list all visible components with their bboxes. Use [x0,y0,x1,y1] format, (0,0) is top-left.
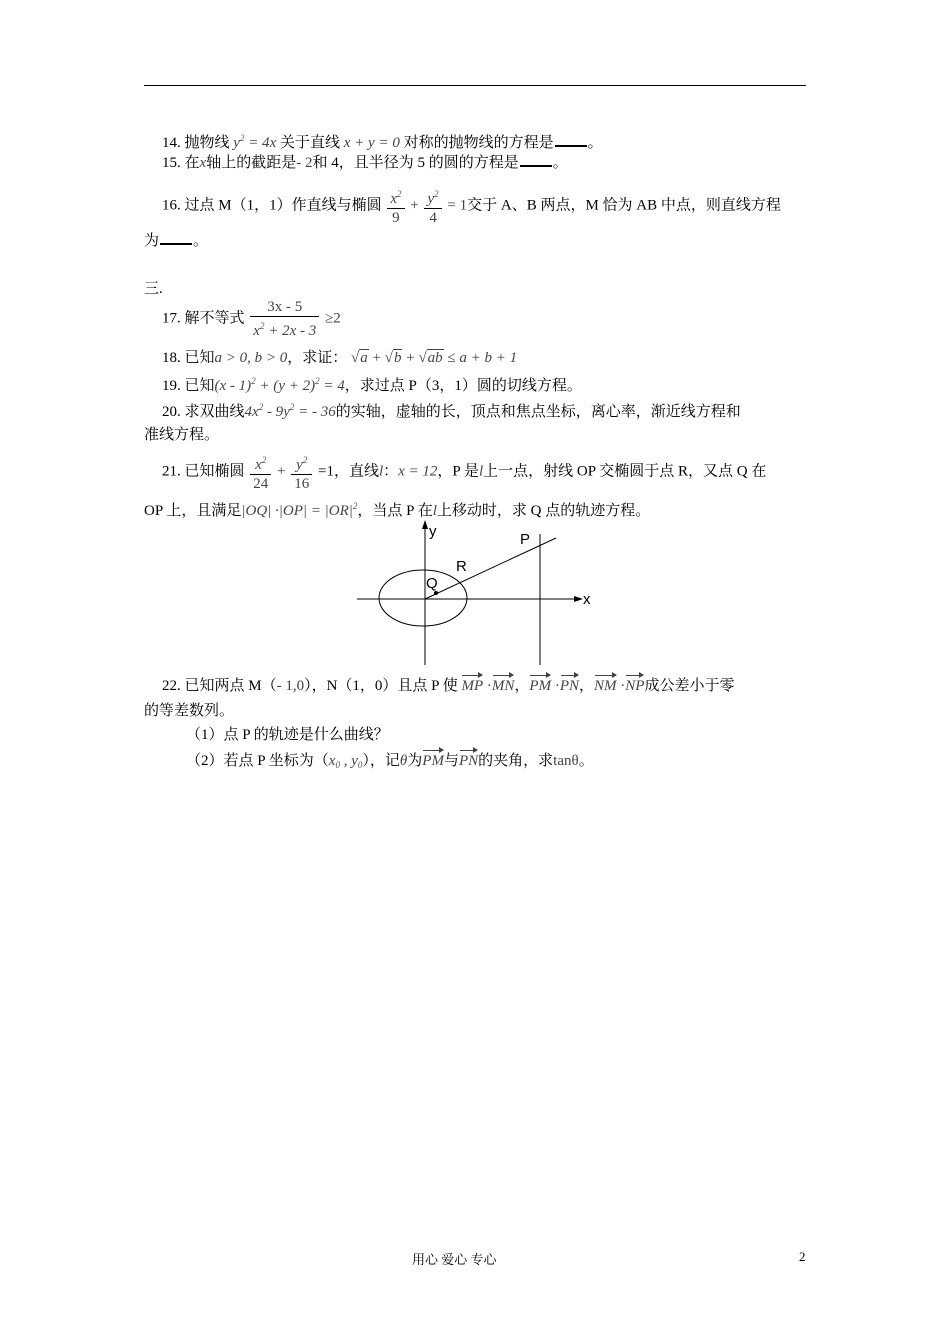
question-21: 21. 已知椭圆 $\frac{x^2}{24}$ + $\frac{y^2}{16}$ =1，直线l：x = 12，P 是l上一点，射线 OP 交椭圆于点 R，又点 Q 在 [162,451,766,493]
circle-eq: $(x - 1)^2 + (y + 2)^2 = 4$ [214,376,345,394]
parabola-eq: $y^2 = 4x$ [233,133,277,151]
ellipse [379,570,467,626]
question-22: 22. 已知两点 M（- 1,0），N（1，0）且点 P 使 MP ·MN，PM ·PN，NM ·NP成公差小于零 [162,673,734,696]
question-18: 18. 已知a > 0, b > 0，求证： √a + √b + √ab ≤ a + b + 1 [162,350,518,366]
q14-number: 14. [162,135,181,151]
sqrt-b: √b [384,350,402,366]
label-p: P [520,531,531,548]
page-number: 2 [799,1249,806,1264]
label-x: x [583,591,591,608]
answer-blank[interactable] [160,231,192,245]
section-three-heading: 三. [144,281,163,297]
label-q: Q [426,575,438,592]
question-16: 16. 过点 M（1，1）作直线与椭圆 $\frac{x^2}{9}$ + $\frac{y^2}{4}$ = 1交于 A、B 两点，M 恰为 AB 中点，则直线方程 [162,185,781,227]
question-22-sub1: （1）点 P 的轨迹是什么曲线？ [186,727,389,743]
question-14: 14. 抛物线 $y^2 = 4x$ 关于直线 x + y = 0 对称的抛物线的方程是 。 [162,133,603,151]
point-coords: $x_0$ , $y_0$ [328,753,363,770]
question-16-cont: 为 。 [144,233,209,249]
label-r: R [456,558,467,575]
fraction-y2-16: $\frac{y^2}{16}$ [291,451,312,493]
question-15: 15. 在x轴上的截距是- 2和 4，且半径为 5 的圆的方程是 。 [162,155,568,171]
question-20: 20. 求双曲线$4x^2 - 9y^2$ = - 36的实轴，虚轴的长，顶点和焦点坐标，离心率，渐近线方程和 [162,402,741,420]
fraction-x2-9: $\frac{x^2}{9}$ [387,185,404,227]
fraction-x2-24: $\frac{x^2}{24}$ [250,451,271,493]
line-eq: x + y = 0 [343,135,400,151]
answer-blank[interactable] [520,153,552,167]
question-21-cont: OP 上，且满足$|OQ| \cdot|OP| = |OR|^2$，当点 P 在l上移动时，求 Q 点的轨迹方程。 [144,501,651,519]
answer-blank[interactable] [555,133,587,147]
question-20-cont: 准线方程。 [144,427,220,443]
question-17: 17. 解不等式 $\frac{3x - 5}{x^2 + 2x - 3}$ ≥2 [162,299,341,339]
page-footer: 用心 爱心 专心 [412,1252,497,1267]
label-y: y [429,523,437,540]
inequality-fraction: $\frac{3x - 5}{x^2 + 2x - 3}$ [250,298,319,340]
y-arrow [422,520,428,529]
x-arrow [574,596,583,602]
question-22-sub2: （2）若点 P 坐标为（$x_0$ , $y_0$），记θ为PM与PN的夹角，求tanθ。 [186,748,594,775]
length-product-eq: $|OQ| \cdot|OP| = |OR|^2$ [241,501,358,519]
sqrt-ab: √ab [418,350,443,366]
hyperbola-eq: $4x^2 - 9y^2$ = - 36 [244,402,336,420]
fraction-y2-4: $\frac{y^2}{4}$ [424,185,441,227]
header-rule [144,85,806,86]
question-19: 19. 已知$(x - 1)^2 + (y + 2)^2 = 4$，求过点 P（3，1）圆的切线方程。 [162,376,582,394]
question-22-cont: 的等差数列。 [144,703,235,719]
sqrt-a: √a [351,350,368,366]
ellipse-figure [350,520,600,670]
ray-op [425,538,556,599]
